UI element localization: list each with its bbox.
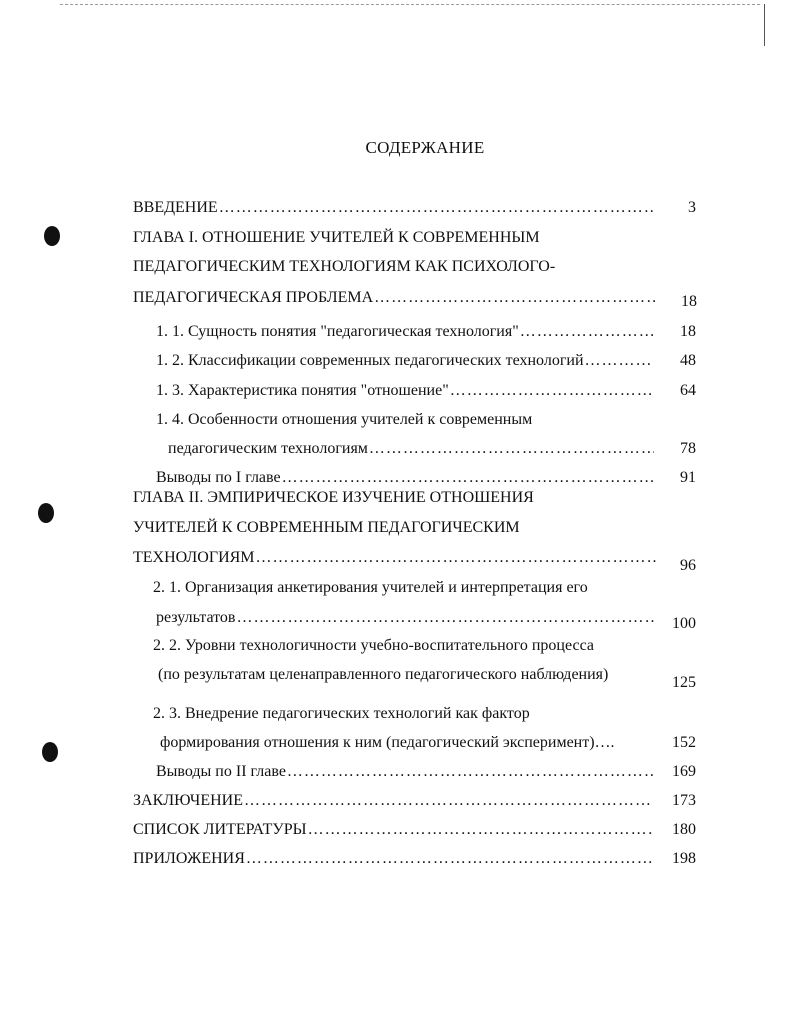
toc-label: ПРИЛОЖЕНИЯ: [133, 850, 245, 867]
toc-entry-1-1: [156, 322, 656, 342]
toc-entry-conclusions-1: [156, 468, 656, 488]
toc-label: СПИСОК ЛИТЕРАТУРЫ: [133, 821, 307, 838]
toc-label: 1. 1. Сущность понятия "педагогическая технология": [156, 323, 519, 340]
toc-entry-references: [133, 820, 656, 840]
leader-dots: [585, 351, 654, 371]
leader-dots: [236, 608, 654, 628]
toc-entry-2-1: [156, 608, 656, 628]
toc-label: результатов: [156, 609, 236, 626]
toc-label: 1. 3. Характеристика понятия "отношение": [156, 382, 449, 399]
leader-dots: [308, 820, 654, 840]
toc-page-number: 48: [680, 352, 696, 369]
toc-page-number: 198: [672, 850, 696, 867]
toc-page-number: 173: [672, 792, 696, 809]
toc-page-number: 18: [680, 323, 696, 340]
toc-page-number: 91: [680, 469, 696, 486]
leader-dots: [282, 468, 654, 488]
toc-page-number: 3: [688, 199, 696, 216]
toc-label: Выводы по II главе: [156, 763, 286, 780]
leader-dots: [219, 198, 656, 218]
toc-label: ВВЕДЕНИЕ: [133, 199, 218, 216]
toc-label: ПЕДАГОГИЧЕСКАЯ ПРОБЛЕМА: [133, 289, 374, 306]
toc-label: педагогическим технологиям: [168, 440, 368, 457]
leader-dots: [450, 381, 654, 401]
leader-dots: [369, 439, 654, 459]
toc-label: Выводы по I главе: [156, 469, 281, 486]
chapter2-title-line1: ГЛАВА II. ЭМПИРИЧЕСКОЕ ИЗУЧЕНИЕ ОТНОШЕНИЯ: [133, 489, 534, 506]
toc-page-number: 96: [680, 557, 696, 574]
leader-dots: [374, 288, 656, 308]
toc-entry-chapter1: [133, 288, 658, 308]
section-2-1-line1: 2. 1. Организация анкетирования учителей и интерпретация его: [153, 579, 588, 596]
toc-page-number: 100: [672, 615, 696, 632]
section-1-4-line1: 1. 4. Особенности отношения учителей к современным: [156, 411, 533, 428]
leader-dots: [287, 762, 654, 782]
leader-dots: [520, 322, 654, 342]
section-2-3-line2: формирования отношения к ним (педагогический эксперимент)….: [160, 734, 615, 751]
toc-entry-1-2: [156, 351, 656, 371]
toc-entry-conclusion: [133, 791, 653, 811]
toc-page-number: 18: [681, 293, 697, 310]
page-title: СОДЕРЖАНИЕ: [365, 138, 485, 157]
toc-page-number: 125: [672, 674, 696, 691]
section-2-2-line2: (по результатам целенаправленного педагогического наблюдения): [158, 666, 609, 683]
toc-label: ЗАКЛЮЧЕНИЕ: [133, 792, 243, 809]
toc-page-number: 64: [680, 382, 696, 399]
leader-dots: [246, 849, 654, 869]
toc-entry-chapter2: [133, 548, 658, 568]
chapter2-title-line2: УЧИТЕЛЕЙ К СОВРЕМЕННЫМ ПЕДАГОГИЧЕСКИМ: [133, 519, 520, 536]
chapter1-title-line1: ГЛАВА I. ОТНОШЕНИЕ УЧИТЕЛЕЙ К СОВРЕМЕННЫМ: [133, 229, 540, 246]
toc-label: ТЕХНОЛОГИЯМ: [133, 549, 255, 566]
chapter1-title-line2: ПЕДАГОГИЧЕСКИМ ТЕХНОЛОГИЯМ КАК ПСИХОЛОГО-: [133, 258, 556, 275]
leader-dots: [256, 548, 656, 568]
toc-entry-1-3: [156, 381, 656, 401]
section-2-3-line1: 2. 3. Внедрение педагогических технологий как фактор: [153, 705, 530, 722]
toc-page-number: 78: [680, 440, 696, 457]
toc-entry-1-4: [156, 439, 656, 459]
toc-entry-appendices: [133, 849, 656, 869]
toc-page-number: 180: [672, 821, 696, 838]
toc-entry-intro: [133, 198, 658, 218]
toc-page-number: 152: [672, 734, 696, 751]
toc-page-number: 169: [672, 763, 696, 780]
section-2-2-line1: 2. 2. Уровни технологичности учебно-воспитательного процесса: [153, 637, 594, 654]
toc-label: 1. 2. Классификации современных педагогических технологий: [156, 352, 584, 369]
leader-dots: [244, 791, 651, 811]
toc-entry-conclusions-2: [156, 762, 656, 782]
